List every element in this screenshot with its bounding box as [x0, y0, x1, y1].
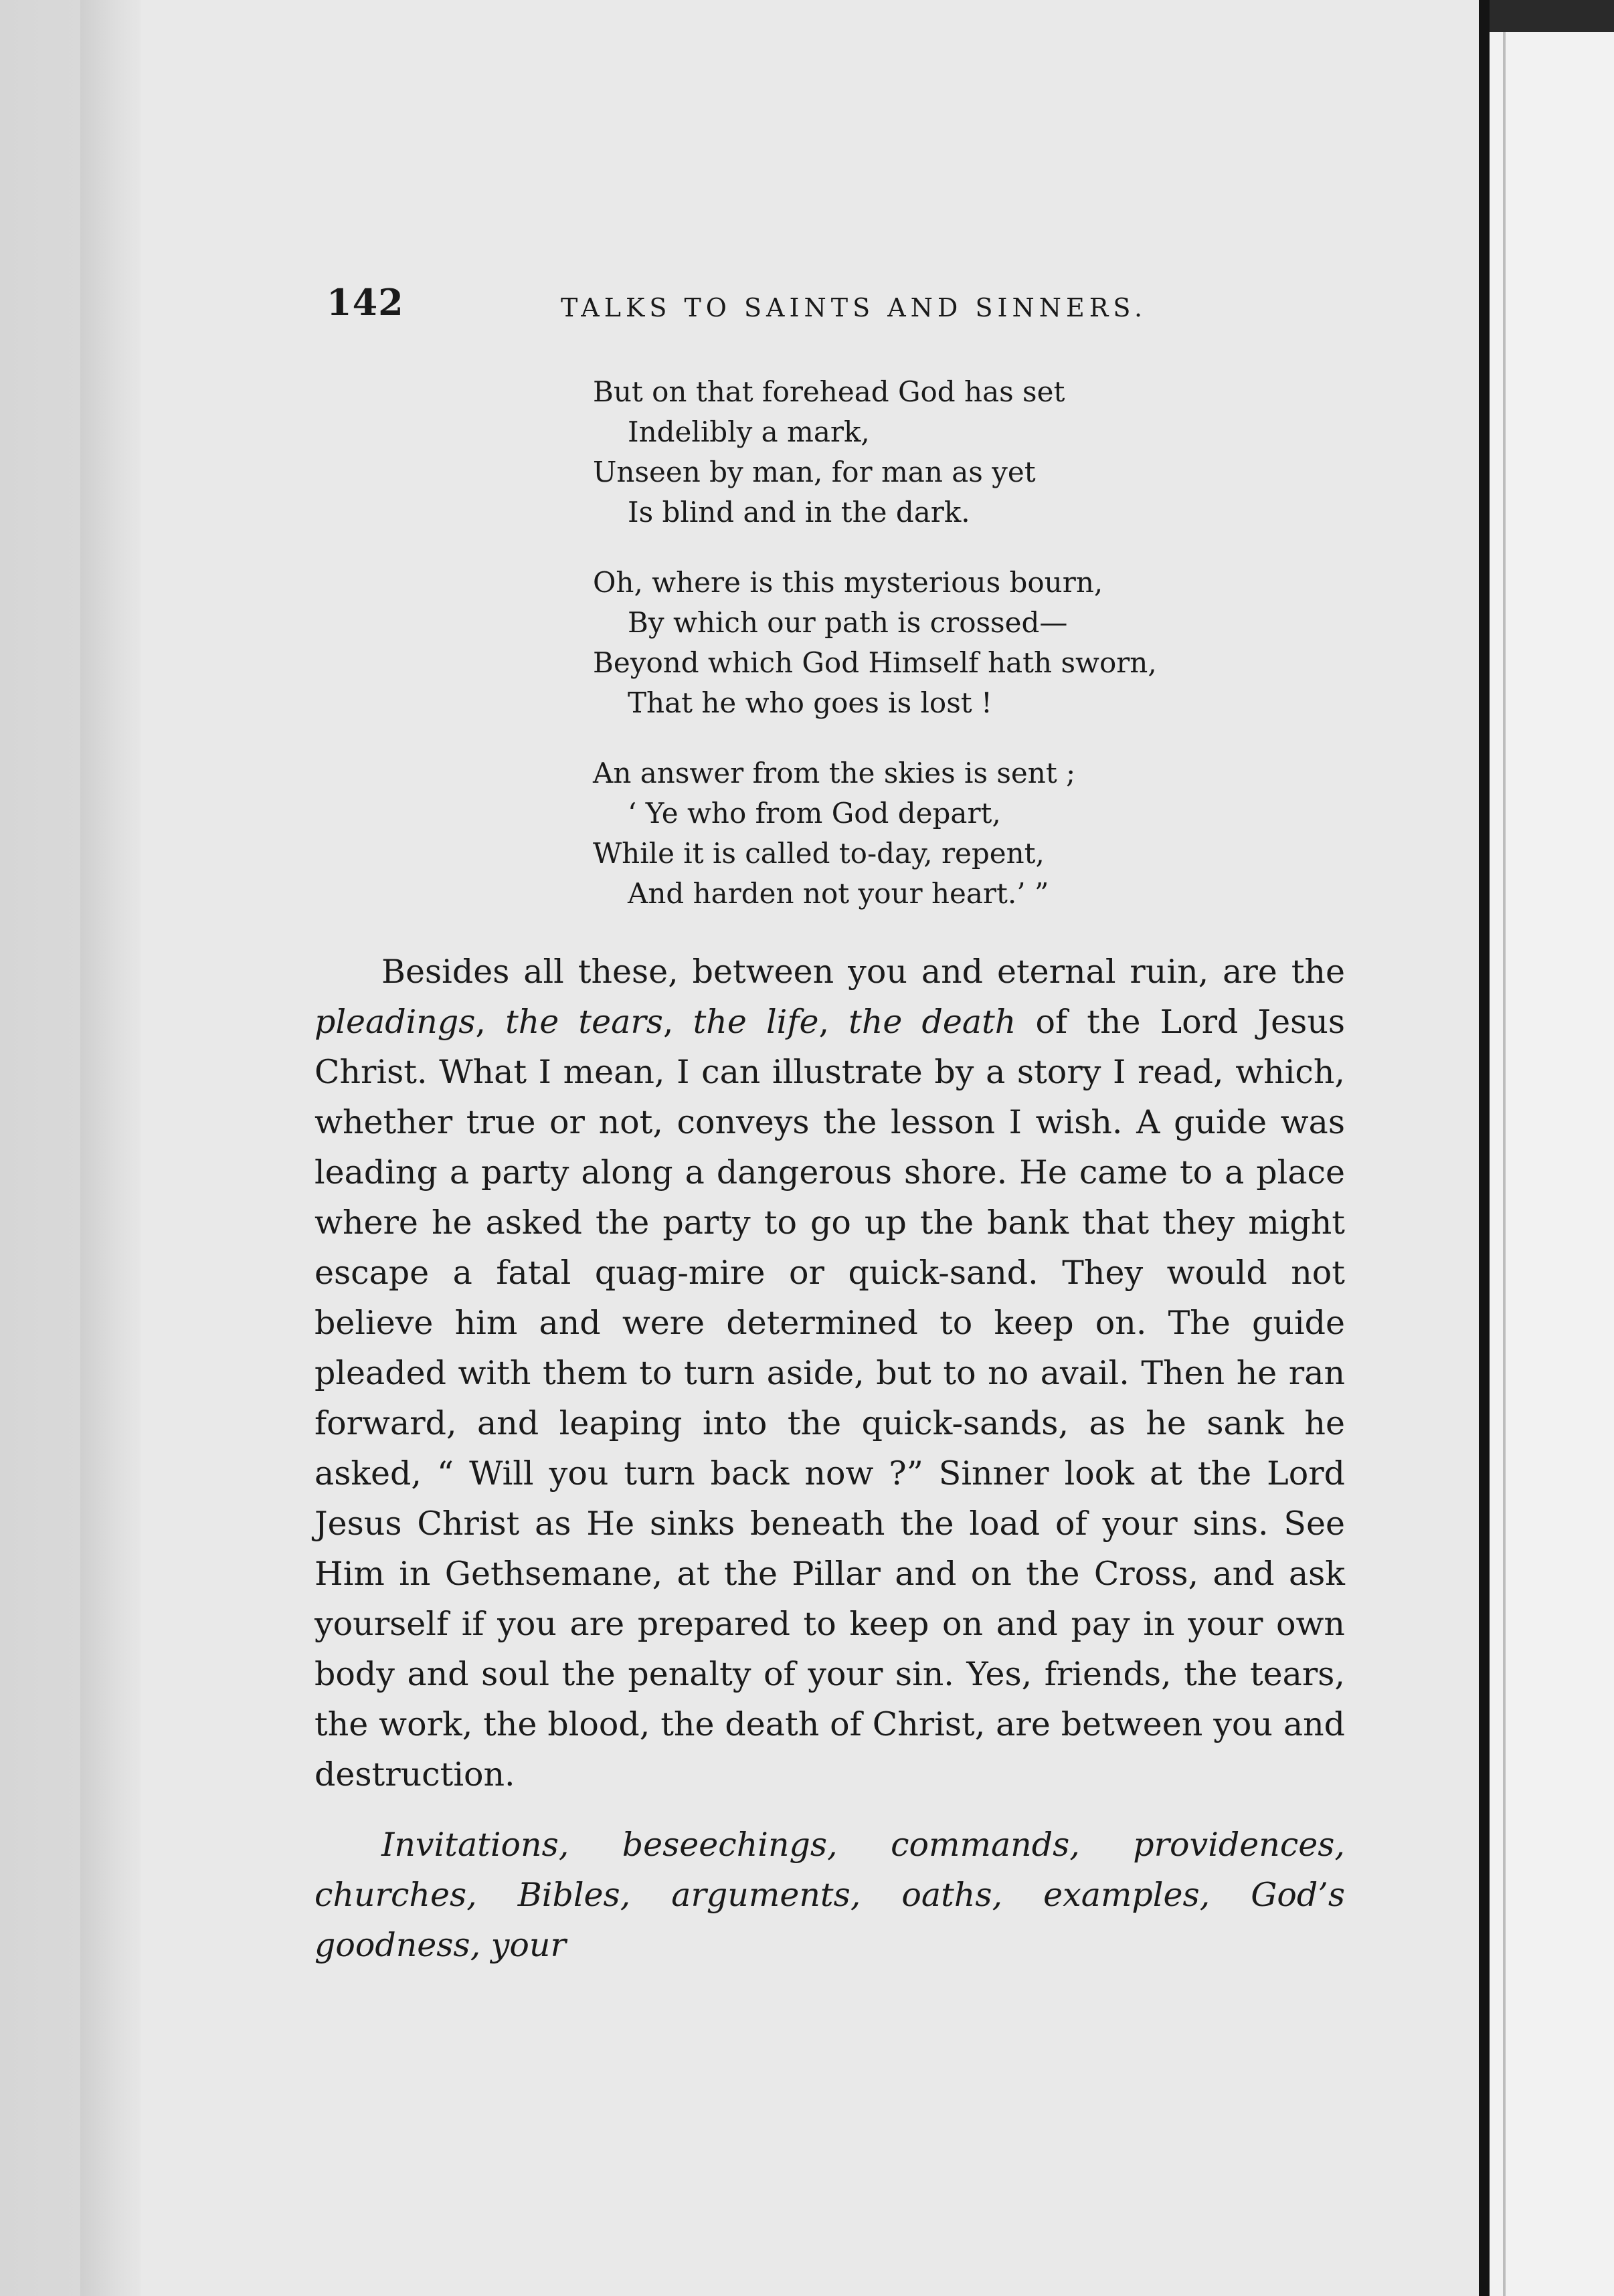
italic-phrase: the tears — [505, 1003, 663, 1041]
italic-phrase: pleadings — [315, 1003, 476, 1041]
scan-left-margin — [0, 0, 80, 2296]
poem-line: By which our path is crossed— — [628, 606, 1068, 639]
separator: , — [662, 1003, 693, 1041]
poem-stanza — [593, 753, 1342, 914]
italic-phrase: the life — [693, 1003, 819, 1041]
poem-line: Beyond which God Himself hath sworn, — [593, 646, 1157, 679]
body-text — [315, 947, 1345, 1990]
poem-line: While it is called to-day, repent, — [593, 837, 1045, 870]
facing-page-top-shadow — [1490, 0, 1614, 32]
poem — [593, 372, 1342, 944]
poem-line: And harden not your heart.’ ” — [628, 877, 1049, 910]
poem-line: Is blind and in the dark. — [628, 496, 970, 529]
poem-line: Indelibly a mark, — [628, 415, 870, 448]
poem-line: Oh, where is this mysterious bourn, — [593, 566, 1103, 599]
facing-page-edge-line — [1503, 32, 1506, 2296]
paragraph-text: of the Lord Jesus Christ. What I mean, I can illustrate by a story I read, which, whether true or not, conveys the lesson I wish. A guide was leading a party along a dangerous shore. He came to a place where he asked the party to go up the bank that they might escape a fatal quag-mire or quick-sand. They would not believe him and were determined to keep on. The guide pleaded with them to turn aside, but to no avail. Then he ran forward, and leaping into the quick-sands, as he sank he asked, “ Will you turn back now ?” Sinner look at the Lord Jesus Christ as He sinks beneath the load of your sins. See Him in Gethsemane, at the Pillar and on the Cross, and ask yourself if you are prepared to keep on and pay in your own body and soul the penalty of your sin. Yes, friends, the tears, the work, the blood, the death of Christ, are between you and destruction. — [315, 1003, 1346, 1794]
italic-paragraph-text: Invitations, beseechings, commands, providences, churches, Bibles, arguments, oaths, examples, God’s goodness, your — [315, 1826, 1345, 1964]
poem-line: ‘ Ye who from God depart, — [628, 797, 1001, 830]
poem-line: But on that forehead God has set — [593, 375, 1065, 408]
separator: , — [818, 1003, 849, 1041]
page-number: 142 — [327, 281, 404, 324]
italic-phrase: the death — [848, 1003, 1016, 1041]
poem-line: That he who goes is lost ! — [628, 686, 992, 719]
paragraph — [315, 1820, 1345, 1970]
poem-line: Unseen by man, for man as yet — [593, 456, 1036, 488]
poem-line: An answer from the skies is sent ; — [593, 757, 1076, 789]
book-spine-line — [1479, 0, 1490, 2296]
running-head: TALKS TO SAINTS AND SINNERS. — [561, 293, 1148, 322]
separator: , — [475, 1003, 506, 1041]
poem-stanza — [593, 563, 1342, 723]
page-header — [327, 281, 1370, 334]
page-left-edge — [80, 0, 141, 2296]
poem-stanza — [593, 372, 1342, 533]
paragraph — [315, 947, 1345, 1800]
paragraph-text: Besides all these, between you and eternal ruin, are the — [381, 953, 1345, 991]
facing-page-strip — [1490, 0, 1614, 2296]
